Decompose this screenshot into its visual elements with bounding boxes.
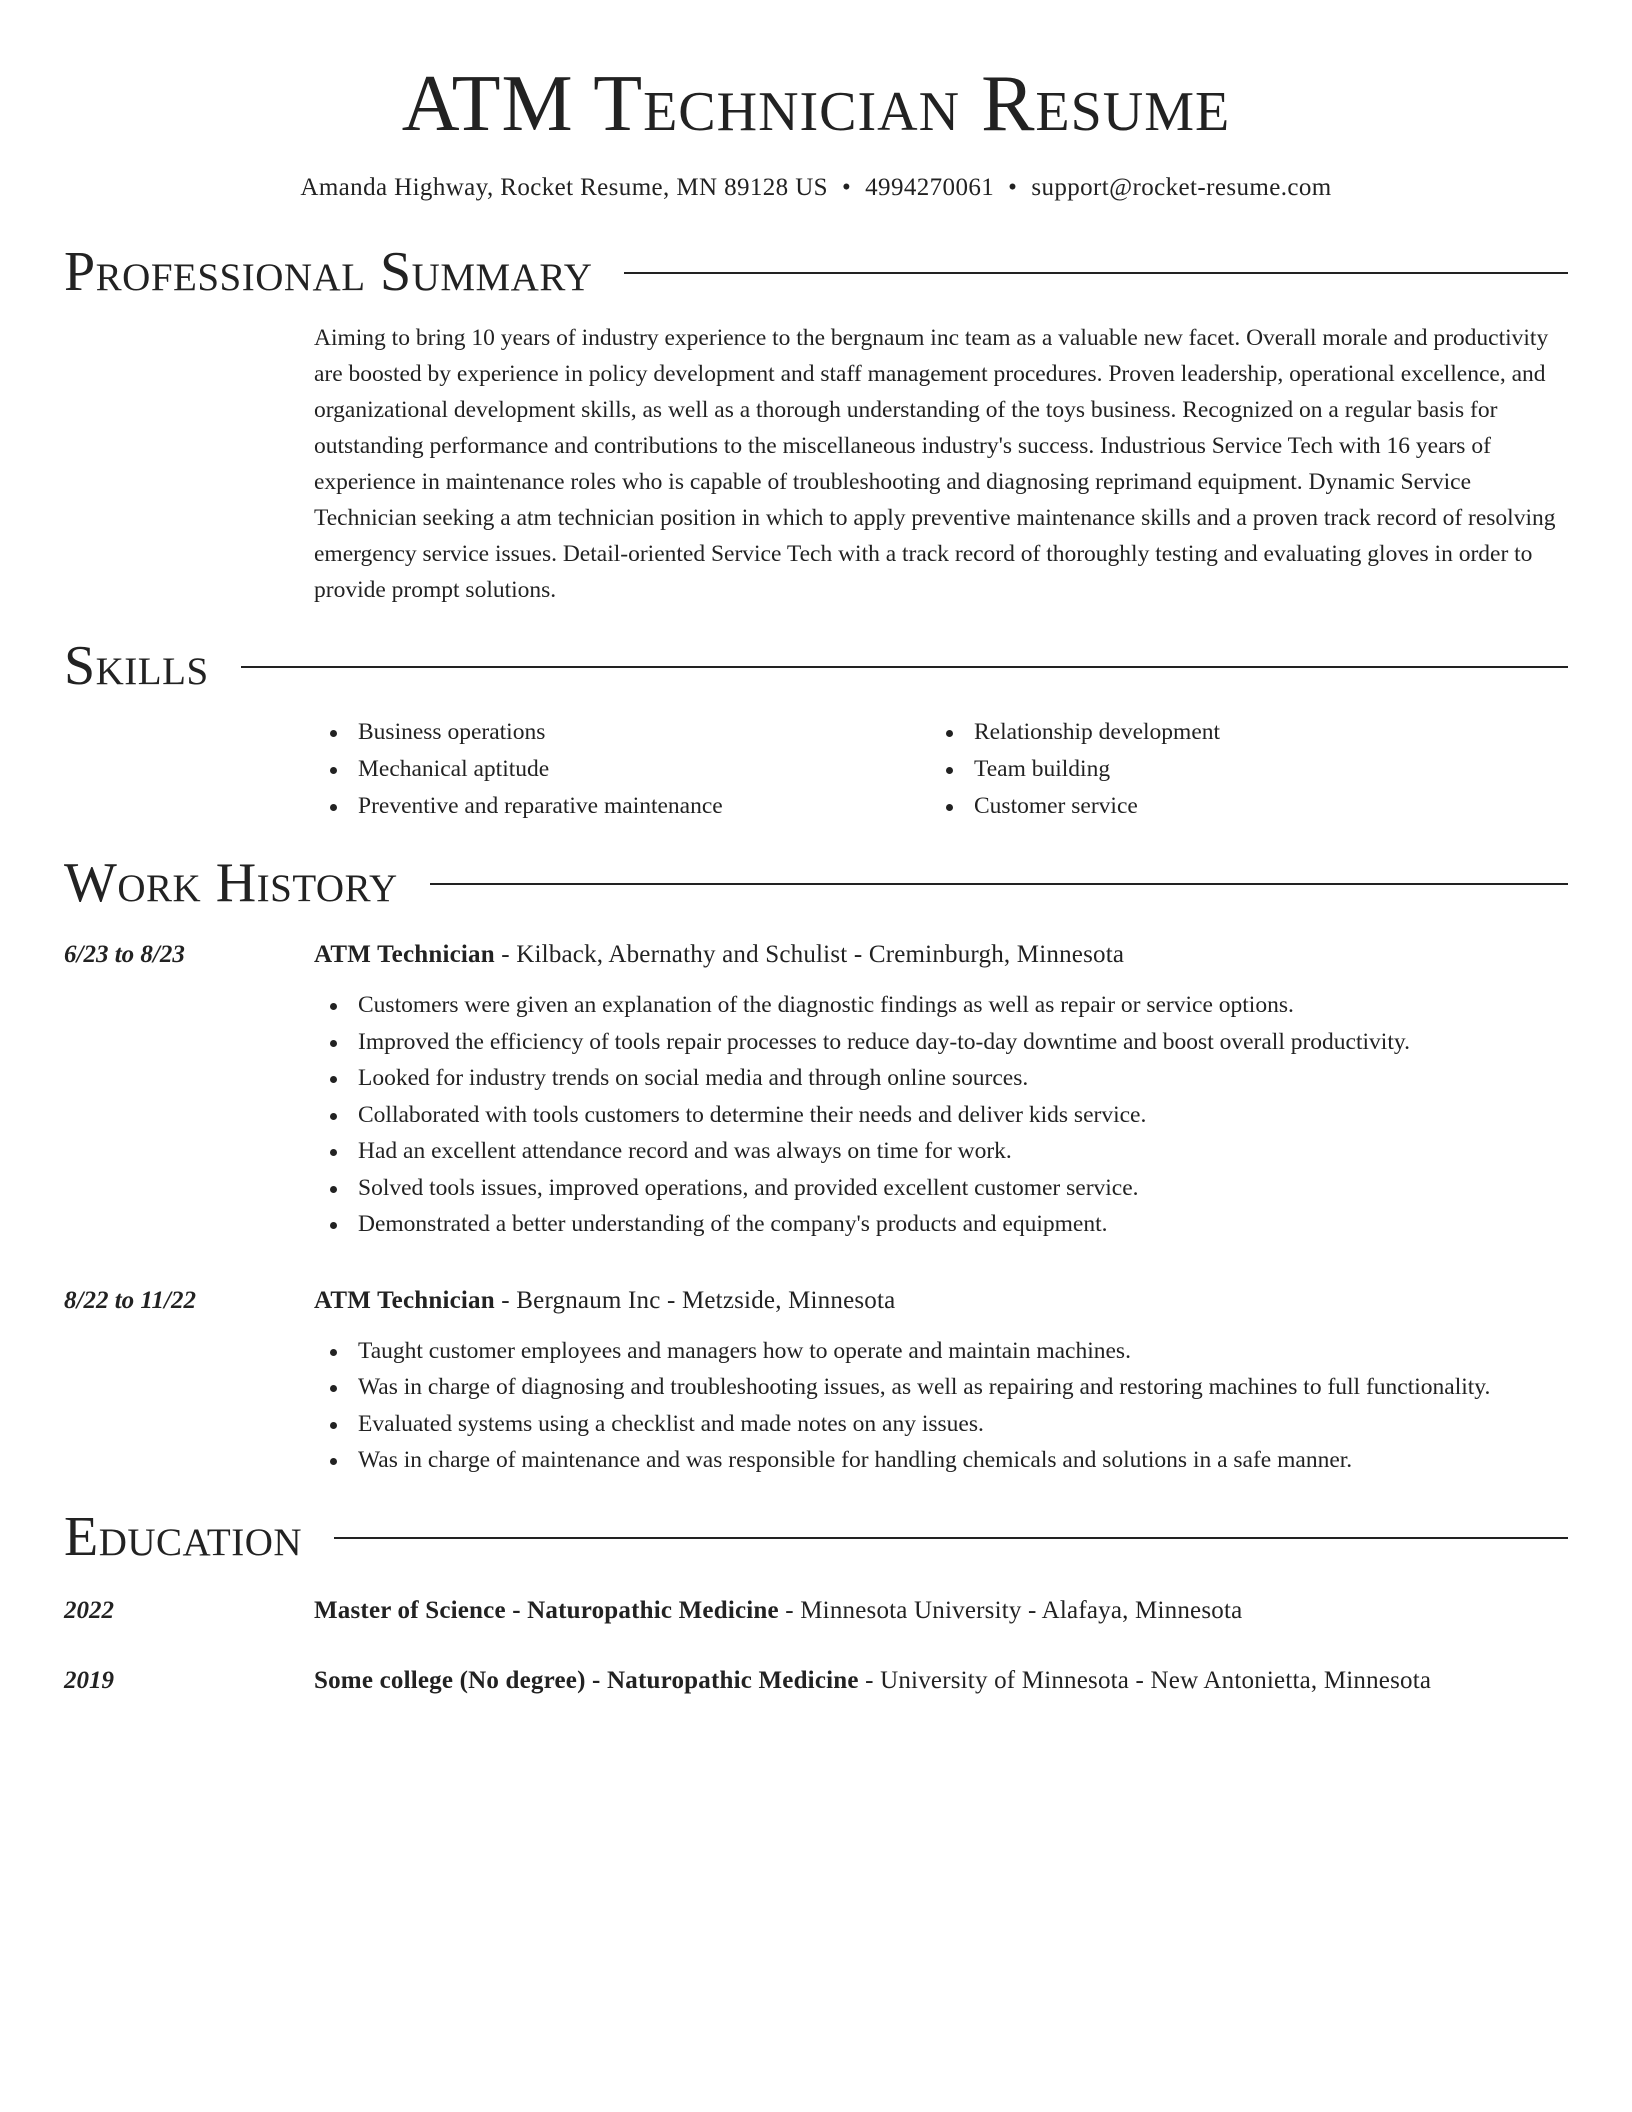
job-heading	[314, 937, 1568, 973]
section-divider	[241, 666, 1568, 668]
job-bullet: Taught customer employees and managers how to operate and maintain machines.	[314, 1333, 1568, 1370]
education-degree: Some college (No degree) - Naturopathic Medicine	[314, 1666, 859, 1694]
skill-item: Preventive and reparative maintenance	[314, 788, 930, 825]
job-entry	[64, 937, 1568, 1243]
job-bullet: Was in charge of maintenance and was responsible for handling chemicals and solutions in a safe manner.	[314, 1442, 1568, 1479]
skill-item: Business operations	[314, 714, 930, 751]
education-entry	[64, 1593, 1568, 1629]
contact-separator: •	[1008, 174, 1018, 201]
education-entry	[64, 1663, 1568, 1699]
resume-title: ATM Technician Resume	[401, 60, 1231, 148]
contact-line	[64, 172, 1568, 204]
section-header-skills	[64, 634, 1568, 698]
job-bullet: Evaluated systems using a checklist and made notes on any issues.	[314, 1406, 1568, 1443]
skill-item: Mechanical aptitude	[314, 751, 930, 788]
job-bullet: Customers were given an explanation of the diagnostic findings as well as repair or service options.	[314, 987, 1568, 1024]
skills-list	[314, 714, 1568, 825]
education-year: 2019	[64, 1666, 114, 1694]
skills-column-right	[930, 714, 1546, 825]
job-bullet: Demonstrated a better understanding of the company's products and equipment.	[314, 1206, 1568, 1243]
section-divider	[334, 1537, 1568, 1539]
job-content	[314, 1283, 1568, 1479]
education-degree: Master of Science - Naturopathic Medicine	[314, 1596, 779, 1624]
education-details: - University of Minnesota - New Antonietta, Minnesota	[858, 1666, 1432, 1694]
skill-item: Relationship development	[930, 714, 1546, 751]
section-divider	[624, 272, 1568, 274]
contact-email: support@rocket-resume.com	[1031, 174, 1332, 201]
job-entry	[64, 1283, 1568, 1479]
job-details: - Bergnaum Inc - Metzside, Minnesota	[494, 1286, 896, 1314]
education-details: - Minnesota University - Alafaya, Minnesota	[778, 1596, 1243, 1624]
section-header-education	[64, 1505, 1568, 1569]
job-bullet: Improved the efficiency of tools repair processes to reduce day-to-day downtime and boost overall productivity.	[314, 1024, 1568, 1061]
section-title-work: Work History	[64, 852, 398, 914]
skill-item: Team building	[930, 751, 1546, 788]
job-details: - Kilback, Abernathy and Schulist - Creminburgh, Minnesota	[494, 941, 1125, 968]
education-year: 2022	[64, 1596, 114, 1624]
job-date: 8/22 to 11/22	[64, 1286, 196, 1314]
summary-text: Aiming to bring 10 years of industry experience to the bergnaum inc team as a valuable new facet. Overall morale and productivity are boosted by experience in policy development and staff management procedures. Proven leadership, operational excellence, and organizational development skills, as well as a thorough understanding of the toys business. Recognized on a regular basis for outstanding performance and contributions to the miscellaneous industry's success. Industrious Service Tech with 16 years of experience in maintenance roles who is capable of troubleshooting and diagnosing reprimand equipment. Dynamic Service Technician seeking a atm technician position in which to apply preventive maintenance skills and a proven track record of resolving emergency service issues. Detail-oriented Service Tech with a track record of thoroughly testing and evaluating gloves in order to provide prompt solutions.	[314, 325, 1556, 603]
education-content	[314, 1593, 1568, 1629]
section-title-education: Education	[64, 1505, 303, 1568]
resume-page	[64, 56, 1568, 1699]
section-title-summary: Professional Summary	[64, 241, 593, 303]
contact-separator: •	[842, 174, 852, 201]
skills-column-left	[314, 714, 930, 825]
contact-address: Amanda Highway, Rocket Resume, MN 89128 US	[300, 174, 828, 201]
job-bullet: Had an excellent attendance record and was always on time for work.	[314, 1133, 1568, 1170]
section-header-work	[64, 851, 1568, 915]
job-title: ATM Technician	[314, 1286, 495, 1314]
job-title: ATM Technician	[314, 941, 495, 968]
contact-phone: 4994270061	[865, 174, 995, 201]
job-bullet: Looked for industry trends on social media and through online sources.	[314, 1060, 1568, 1097]
job-content	[314, 937, 1568, 1243]
job-heading	[314, 1283, 1568, 1319]
section-header-summary	[64, 240, 1568, 304]
job-bullet: Solved tools issues, improved operations, and provided excellent customer service.	[314, 1170, 1568, 1207]
section-title-skills: Skills	[64, 635, 209, 697]
job-date: 6/23 to 8/23	[64, 941, 185, 968]
job-bullet: Was in charge of diagnosing and troubleshooting issues, as well as repairing and restoring machines to full functionality.	[314, 1369, 1568, 1406]
education-heading	[314, 1593, 1568, 1629]
job-bullet: Collaborated with tools customers to determine their needs and deliver kids service.	[314, 1097, 1568, 1134]
section-divider	[430, 883, 1568, 885]
skill-item: Customer service	[930, 788, 1546, 825]
job-bullets	[314, 1333, 1568, 1479]
education-heading	[314, 1663, 1568, 1699]
job-bullets	[314, 987, 1568, 1243]
education-content	[314, 1663, 1568, 1699]
